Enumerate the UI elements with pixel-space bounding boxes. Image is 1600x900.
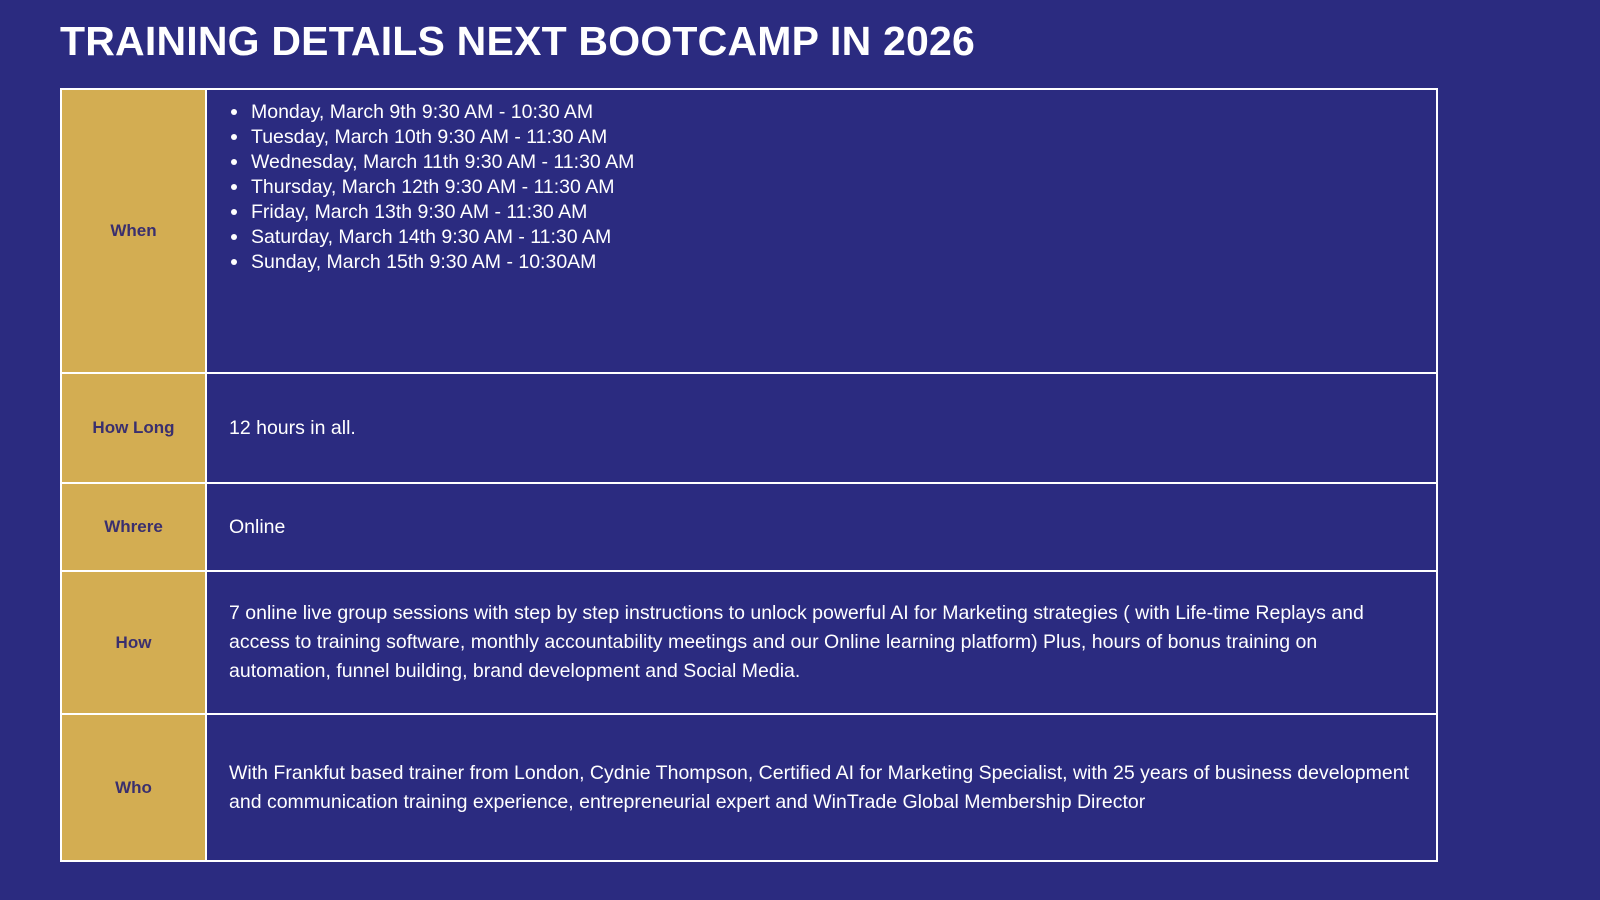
list-item-label: Thursday, March 12th 9:30 AM - 11:30 AM	[251, 176, 615, 198]
bullet-dot-icon	[231, 234, 237, 240]
table-row	[62, 374, 1436, 484]
row-content-where	[207, 484, 1436, 570]
row-label-how-long: How Long	[62, 374, 207, 482]
list-item-label: Monday, March 9th 9:30 AM - 10:30 AM	[251, 101, 594, 123]
row-content-who	[207, 715, 1436, 860]
page-title: TRAINING DETAILS NEXT BOOTCAMP IN 2026	[60, 18, 976, 64]
list-item	[221, 150, 1414, 175]
bullet-dot-icon	[231, 184, 237, 190]
row-label-where: Whrere	[62, 484, 207, 570]
list-item-label: Wednesday, March 11th 9:30 AM - 11:30 AM	[251, 151, 635, 173]
table-row	[62, 572, 1436, 715]
list-item	[221, 125, 1414, 150]
list-item-label: Friday, March 13th 9:30 AM - 11:30 AM	[251, 201, 588, 223]
schedule-list	[221, 100, 1414, 275]
table-row	[62, 715, 1436, 860]
where-text: Online	[229, 515, 286, 538]
bullet-dot-icon	[231, 209, 237, 215]
list-item	[221, 250, 1414, 275]
bullet-dot-icon	[231, 109, 237, 115]
list-item	[221, 100, 1414, 125]
list-item	[221, 175, 1414, 200]
row-content-when	[207, 90, 1436, 372]
how-text: 7 online live group sessions with step by step instructions to unlock powerful AI for Marketing strategies ( with Life-time Replays and access to training software, monthly accountability meetings and our Online learning platform) Plus, hours of bonus training on automation, funnel building, brand development and Social Media.	[229, 602, 1364, 682]
list-item-label: Sunday, March 15th 9:30 AM - 10:30AM	[251, 251, 597, 273]
how-long-text: 12 hours in all.	[229, 416, 356, 439]
row-label-who: Who	[62, 715, 207, 860]
list-item	[221, 225, 1414, 250]
row-content-how-long	[207, 374, 1436, 482]
list-item-label: Tuesday, March 10th 9:30 AM - 11:30 AM	[251, 126, 608, 148]
who-text: With Frankfut based trainer from London, Cydnie Thompson, Certified AI for Marketing Specialist, with 25 years of business development and communication training experience, entrepreneurial expert and WinTrade Global Membership Director	[229, 761, 1409, 813]
row-label-how: How	[62, 572, 207, 713]
list-item-label: Saturday, March 14th 9:30 AM - 11:30 AM	[251, 226, 612, 248]
bullet-dot-icon	[231, 259, 237, 265]
row-content-how	[207, 572, 1436, 713]
bullet-dot-icon	[231, 159, 237, 165]
table-row	[62, 90, 1436, 374]
row-label-when: When	[62, 90, 207, 372]
training-details-table	[60, 88, 1438, 862]
bullet-dot-icon	[231, 134, 237, 140]
table-row	[62, 484, 1436, 572]
list-item	[221, 200, 1414, 225]
